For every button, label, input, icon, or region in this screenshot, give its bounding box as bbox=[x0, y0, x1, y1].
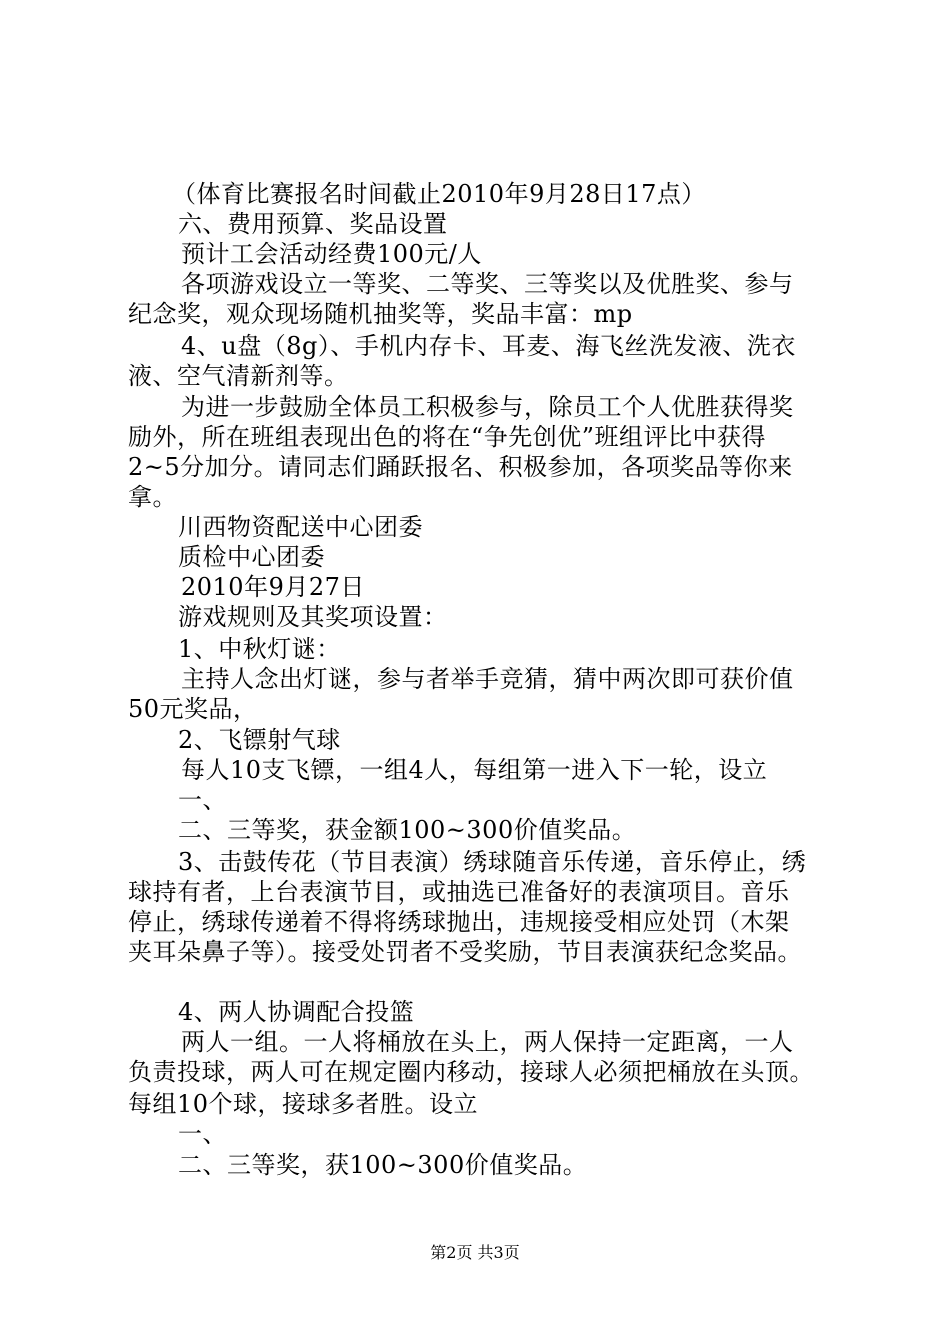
text-line: 3、击鼓传花（节目表演）绣球随音乐传递，音乐停止，绣 bbox=[178, 848, 807, 876]
text-line: 2010年9月27日 bbox=[181, 573, 365, 601]
text-line: 4、两人协调配合投篮 bbox=[178, 998, 415, 1026]
text-line: 一、 bbox=[178, 786, 227, 814]
text-line: 游戏规则及其奖项设置： bbox=[178, 603, 448, 631]
text-line: 2~5分加分。请同志们踊跃报名、积极参加，各项奖品等你来 bbox=[128, 453, 793, 481]
text-line: （体育比赛报名时间截止2010年9月28日17点） bbox=[172, 180, 706, 208]
text-line: 液、空气清新剂等。 bbox=[128, 362, 349, 390]
text-line: 二、三等奖，获100~300价值奖品。 bbox=[178, 1151, 588, 1179]
text-line: 二、三等奖，获金额100~300价值奖品。 bbox=[178, 816, 637, 844]
text-line: 质检中心团委 bbox=[178, 543, 325, 571]
text-line: 夹耳朵鼻子等）。接受处罚者不受奖励，节目表演获纪念奖品。 bbox=[128, 938, 802, 966]
text-line: 停止，绣球传递着不得将绣球抛出，违规接受相应处罚（木架 bbox=[128, 908, 790, 936]
text-line: 两人一组。一人将桶放在头上，两人保持一定距离，一人 bbox=[181, 1028, 794, 1056]
text-line: 每组10个球，接球多者胜。设立 bbox=[128, 1090, 479, 1118]
text-line: 各项游戏设立一等奖、二等奖、三等奖以及优胜奖、参与 bbox=[181, 270, 794, 298]
text-line: 为进一步鼓励全体员工积极参与，除员工个人优胜获得奖 bbox=[181, 393, 794, 421]
text-line: 负责投球，两人可在规定圈内移动，接球人必须把桶放在头顶。 bbox=[128, 1058, 814, 1086]
text-line: 川西物资配送中心团委 bbox=[178, 513, 423, 541]
text-line: 4、u盘（8g）、手机内存卡、耳麦、海飞丝洗发液、洗衣 bbox=[181, 332, 796, 360]
text-line: 一、 bbox=[178, 1120, 227, 1148]
text-line: 六、费用预算、奖品设置 bbox=[178, 210, 448, 238]
text-line: 预计工会活动经费100元/人 bbox=[181, 240, 482, 268]
text-line: 主持人念出灯谜，参与者举手竞猜，猜中两次即可获价值 bbox=[181, 665, 794, 693]
text-line: 1、中秋灯谜： bbox=[178, 635, 341, 663]
text-line: 纪念奖，观众现场随机抽奖等，奖品丰富：mp bbox=[128, 300, 633, 328]
text-line: 每人10支飞镖，一组4人，每组第一进入下一轮，设立 bbox=[181, 756, 768, 784]
text-line: 励外，所在班组表现出色的将在“争先创优”班组评比中获得 bbox=[128, 423, 767, 451]
text-line: 球持有者，上台表演节目，或抽选已准备好的表演项目。音乐 bbox=[128, 878, 790, 906]
text-line: 2、飞镖射气球 bbox=[178, 726, 341, 754]
text-line: 拿。 bbox=[128, 483, 177, 511]
text-line: 50元奖品， bbox=[128, 695, 258, 723]
page-footer: 第2页 共3页 bbox=[430, 1243, 520, 1262]
